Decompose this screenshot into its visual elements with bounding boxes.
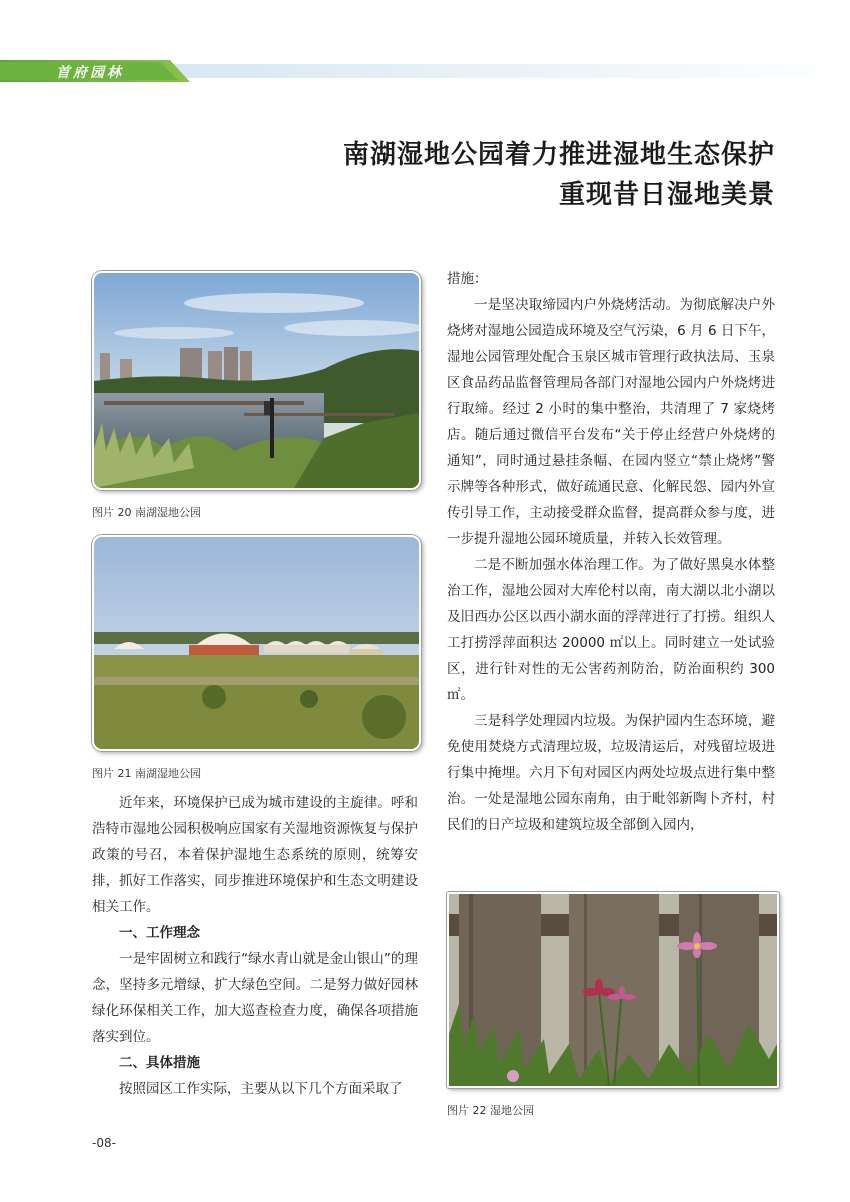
- right-column: [447, 266, 775, 838]
- section-heading: 一、工作理念: [119, 925, 200, 941]
- header-gradient-band: [150, 64, 850, 78]
- page-number: -08-: [92, 1136, 116, 1150]
- figure-caption-20: 图片 20 南湖湿地公园: [92, 506, 201, 519]
- photo-yurts-grassland: [92, 535, 421, 751]
- paragraph: 一是坚决取缔园内户外烧烤活动。为彻底解决户外烧烤对湿地公园造成环境及空气污染，6 月 6 日下午，湿地公园管理处配合玉泉区城市管理行政执法局、玉泉区食品药品监督管理局各部门对湿地公园内户外烧烤进行取缔。经过 2 小时的集中整治，共清理了 7 家烧烤店。随后通过微信平台发布“关于停止经营户外烧烤的通知”，同时通过悬挂条幅、在园内竖立“禁止烧烤”警示牌等各种形式，做好疏通民意、化解民怨、园内外宣传引导工作，主动接受群众监督，提高群众参与度，进一步提升湿地公园环境质量，并转入长效管理。: [447, 297, 775, 547]
- figure-caption-21: 图片 21 南湖湿地公园: [92, 767, 201, 780]
- photo-lake-skyline: [92, 271, 421, 490]
- paragraph: 一是牢固树立和践行“绿水青山就是金山银山”的理念，坚持多元增绿，扩大绿色空间。二是努力做好园林绿化环保相关工作，加大巡查检查力度，确保各项措施落实到位。: [92, 951, 418, 1045]
- article-title-line1: 南湖湿地公园着力推进湿地生态保护: [342, 140, 775, 170]
- paragraph: 措施：: [447, 271, 488, 287]
- figure-caption-22: 图片 22 湿地公园: [447, 1104, 534, 1117]
- paragraph: 按照园区工作实际，主要从以下几个方面采取了: [119, 1081, 403, 1097]
- paragraph: 二是不断加强水体治理工作。为了做好黑臭水体整治工作，湿地公园对大库伦村以南，南大湖以北小湖以及旧西办公区以西小湖水面的浮萍进行了打捞。组织人工打捞浮萍面积达 20000 ㎡以上。同时建立一处试验区，进行针对性的无公害药剂防治，防治面积约 300 ㎡。: [447, 557, 775, 703]
- section-label: 首府园林: [56, 65, 124, 81]
- section-heading: 二、具体措施: [119, 1055, 200, 1071]
- article-title-line2: 重现昔日湿地美景: [558, 180, 775, 210]
- photo-fence-flowers: [447, 892, 779, 1088]
- fence-flowers-image: [449, 894, 777, 1086]
- paragraph: 近年来，环境保护已成为城市建设的主旋律。呼和浩特市湿地公园积极响应国家有关湿地资源恢复与保护政策的号召，本着保护湿地生态系统的原则，统筹安排，抓好工作落实，同步推进环境保护和生态文明建设相关工作。: [92, 795, 418, 915]
- lake-skyline-image: [94, 273, 419, 488]
- yurts-grassland-image: [94, 537, 419, 749]
- left-column: [92, 790, 418, 1102]
- paragraph: 三是科学处理园内垃圾。为保护园内生态环境，避免使用焚烧方式清理垃圾，垃圾清运后，对残留垃圾进行集中掩埋。六月下旬对园区内两处垃圾点进行集中整治。一处是湿地公园东南角，由于毗邻新陶卜齐村，村民们的日产垃圾和建筑垃圾全部倒入园内，: [447, 713, 775, 833]
